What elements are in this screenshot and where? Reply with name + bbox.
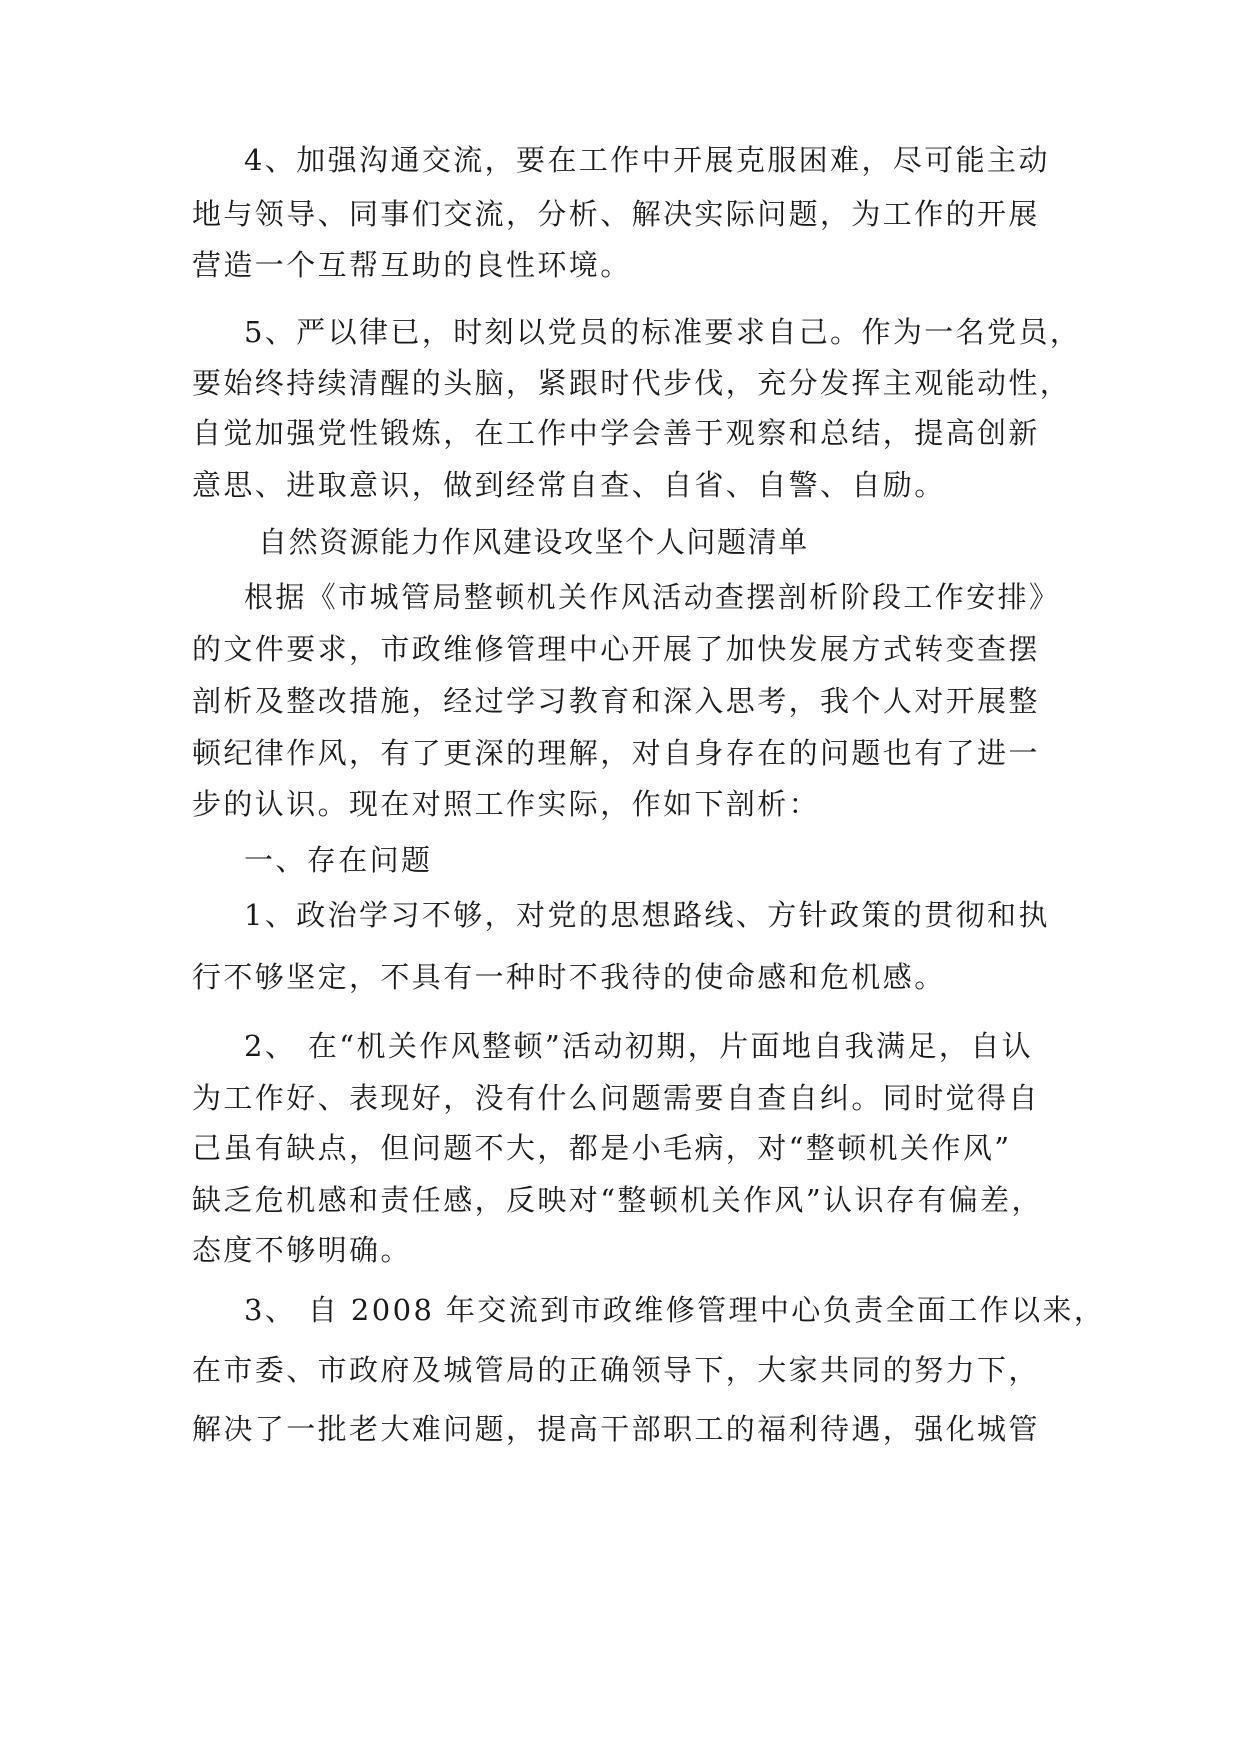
paragraph-line: 营造一个互帮互助的良性环境。 bbox=[192, 248, 632, 282]
paragraph-line: 自觉加强党性锻炼，在工作中学会善于观察和总结，提高创新 bbox=[192, 416, 1040, 450]
paragraph-line: 2、 在“机关作风整顿”活动初期，片面地自我满足，自认 bbox=[244, 1029, 1034, 1063]
paragraph-line: 解决了一批老大难问题，提高干部职工的福利待遇，强化城管 bbox=[192, 1412, 1040, 1446]
paragraph-line: 要始终持续清醒的头脑，紧跟时代步伐，充分发挥主观能动性， bbox=[192, 366, 1072, 400]
paragraph-line: 3、 自 2008 年交流到市政维修管理中心负责全面工作以来， bbox=[244, 1293, 1106, 1327]
paragraph-line: 在市委、市政府及城管局的正确领导下，大家共同的努力下， bbox=[192, 1353, 1040, 1387]
section-heading: 一、存在问题 bbox=[244, 843, 433, 877]
paragraph-line: 地与领导、同事们交流，分析、解决实际问题，为工作的开展 bbox=[192, 197, 1040, 231]
section-title: 自然资源能力作风建设攻坚个人问题清单 bbox=[258, 525, 809, 559]
paragraph-line: 剖析及整改措施，经过学习教育和深入思考，我个人对开展整 bbox=[192, 684, 1040, 718]
paragraph-line: 5、严以律已，时刻以党员的标准要求自己。作为一名党员， bbox=[244, 315, 1082, 349]
paragraph-line: 根据《市城管局整顿机关作风活动查摆剖析阶段工作安排》 bbox=[244, 580, 1061, 614]
paragraph-line: 行不够坚定，不具有一种时不我待的使命感和危机感。 bbox=[192, 960, 946, 994]
paragraph-line: 4、加强沟通交流，要在工作中开展克服困难，尽可能主动 bbox=[244, 143, 1050, 177]
paragraph-line: 步的认识。现在对照工作实际，作如下剖析： bbox=[192, 787, 821, 821]
paragraph-line: 缺乏危机感和责任感，反映对“整顿机关作风”认识存有偏差， bbox=[192, 1183, 1043, 1217]
paragraph-line: 意思、进取意识，做到经常自查、自省、自警、自励。 bbox=[192, 468, 946, 502]
paragraph-line: 顿纪律作风，有了更深的理解，对自身存在的问题也有了进一 bbox=[192, 736, 1040, 770]
paragraph-line: 己虽有缺点，但问题不大，都是小毛病，对“整顿机关作风” bbox=[192, 1131, 1012, 1165]
paragraph-line: 1、政治学习不够，对党的思想路线、方针政策的贯彻和执 bbox=[244, 898, 1050, 932]
paragraph-line: 为工作好、表现好，没有什么问题需要自查自纠。同时觉得自 bbox=[192, 1081, 1040, 1115]
paragraph-line: 态度不够明确。 bbox=[192, 1233, 412, 1267]
paragraph-line: 的文件要求，市政维修管理中心开展了加快发展方式转变查摆 bbox=[192, 632, 1040, 666]
